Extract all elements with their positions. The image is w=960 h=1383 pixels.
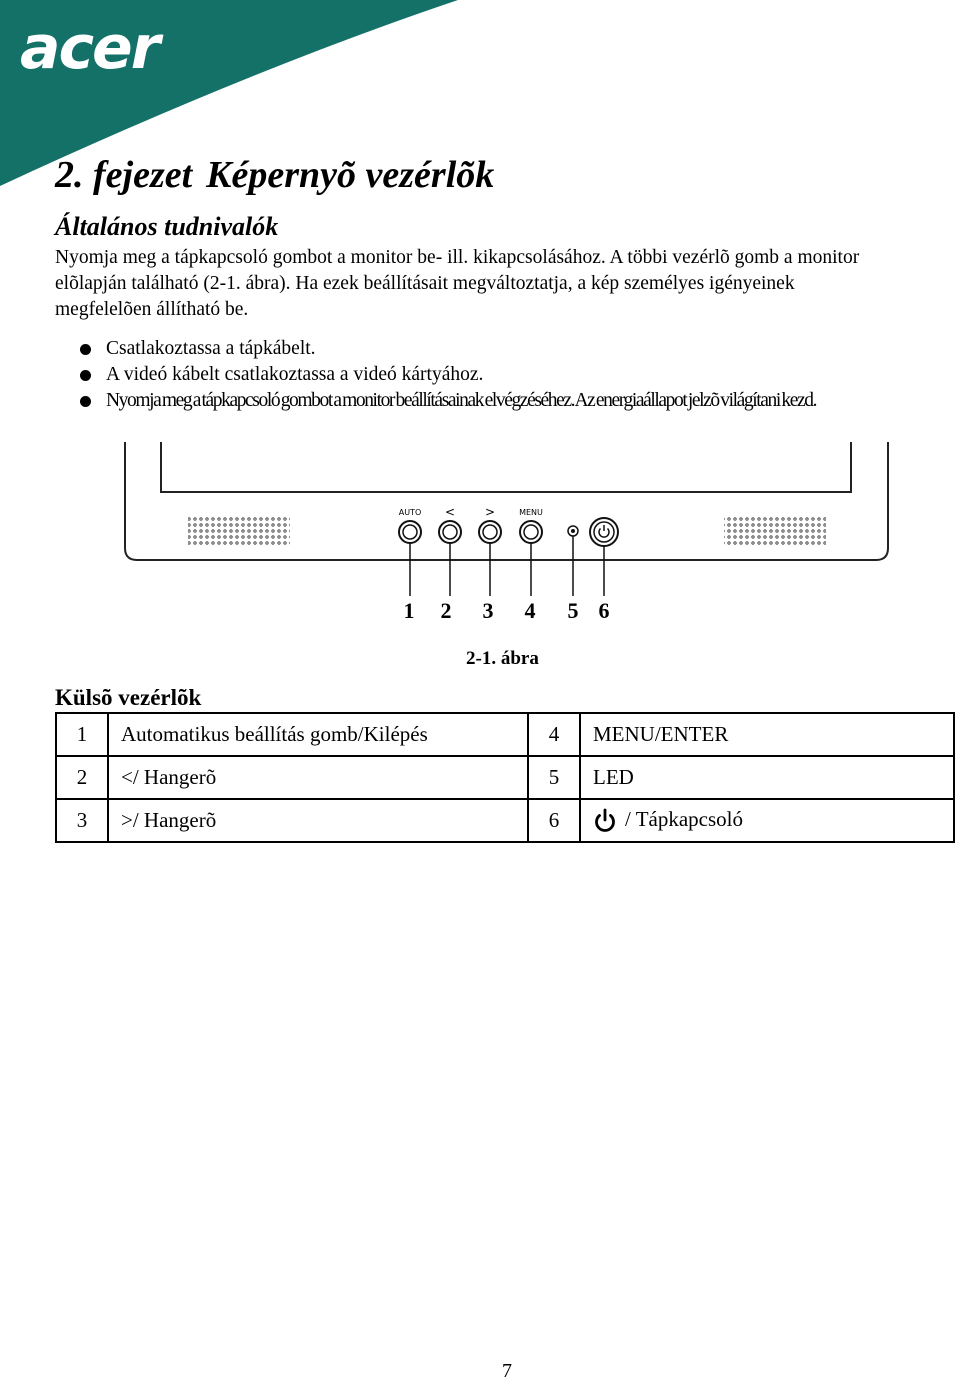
table-cell-description: MENU/ENTER: [580, 713, 954, 756]
callout-number: 1: [403, 598, 415, 623]
table-cell-description: LED: [580, 756, 954, 799]
callout-lines: [410, 536, 604, 596]
bullet-item: A videó kábelt csatlakoztassa a videó kártyához.: [78, 362, 816, 388]
bullet-item: Nyomja meg a tápkapcsoló gombot a monitor beállításainak elvégzéséhez. Az energiaállapot jelzõ világítani kezd.: [78, 388, 816, 414]
bullet-list: [78, 336, 816, 414]
led-indicator: [568, 526, 578, 536]
table-cell-number: 5: [528, 756, 580, 799]
table-cell-number: 6: [528, 799, 580, 842]
bullet-dot-icon: [80, 370, 91, 381]
speaker-grille-left: [188, 516, 290, 546]
menu-button: [520, 521, 542, 543]
acer-logo: acer: [20, 13, 159, 83]
bullet-dot-icon: [80, 396, 91, 407]
controls-table: [55, 712, 955, 843]
chapter-heading: [55, 155, 494, 197]
callout-number: 5: [567, 598, 579, 623]
button-label-auto: AUTO: [398, 508, 422, 517]
auto-button: [399, 521, 421, 543]
callout-number: 4: [524, 598, 536, 623]
table-cell-number: 2: [56, 756, 108, 799]
power-button: [590, 518, 618, 546]
table-row: [56, 713, 954, 756]
table-row: [56, 799, 954, 842]
power-switch-label: / Tápkapcsoló: [625, 806, 744, 831]
bullet-dot-icon: [80, 344, 91, 355]
callout-number: 6: [598, 598, 610, 623]
table-cell-number: 3: [56, 799, 108, 842]
chapter-title: Képernyõ vezérlõk: [206, 154, 495, 196]
button-label-right: >: [484, 505, 496, 519]
table-cell-description: Automatikus beállítás gomb/Kilépés: [108, 713, 528, 756]
bullet-item: Csatlakoztassa a tápkábelt.: [78, 336, 816, 362]
left-button: [439, 521, 461, 543]
callout-number: 3: [482, 598, 494, 623]
table-cell-number: 1: [56, 713, 108, 756]
monitor-front-panel-figure: [0, 436, 960, 636]
figure-caption: 2-1. ábra: [466, 648, 539, 669]
button-label-menu: MENU: [519, 508, 543, 517]
callout-number: 2: [440, 598, 452, 623]
speaker-grille-right: [724, 516, 826, 546]
chapter-number: 2. fejezet: [55, 154, 193, 196]
table-cell-description: [580, 799, 954, 842]
power-icon: [593, 808, 617, 834]
table-cell-number: 4: [528, 713, 580, 756]
section-heading-general: Általános tudnivalók: [55, 212, 279, 241]
right-button: [479, 521, 501, 543]
button-label-left: <: [444, 505, 456, 519]
table-cell-description: >/ Hangerõ: [108, 799, 528, 842]
table-cell-description: </ Hangerõ: [108, 756, 528, 799]
page-number: 7: [502, 1360, 512, 1382]
intro-paragraph: Nyomja meg a tápkapcsoló gombot a monitor be- ill. kikapcsolásához. A többi vezérlõ gomb a monitor elõlapján található (2-1. ábra). Ha ezek beállításait megváltoztatja, a kép személyes igényeinek megfelelõen állítható be.: [55, 247, 860, 320]
section-heading-external: Külsõ vezérlõk: [55, 685, 202, 710]
table-row: [56, 756, 954, 799]
